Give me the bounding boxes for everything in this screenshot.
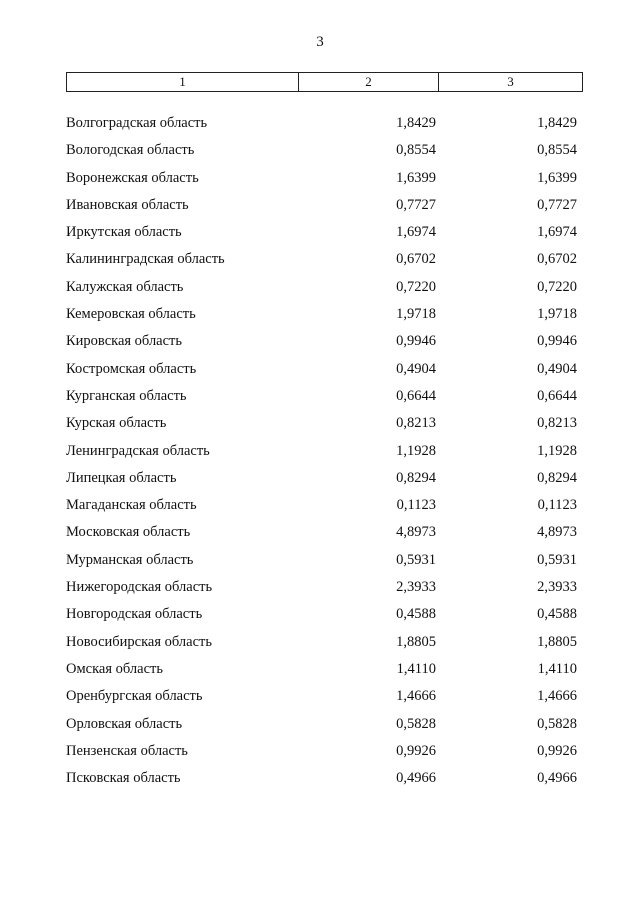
column-3-value: 1,8429: [537, 115, 577, 131]
column-2-value: 0,5931: [396, 551, 436, 568]
table-row: [0, 716, 640, 743]
column-3-value: 1,8805: [537, 633, 577, 650]
table-row: [0, 197, 640, 224]
column-2-value: 1,8805: [396, 633, 436, 650]
region-name: Нижегородская область: [66, 579, 213, 596]
column-header-3: 3: [507, 74, 514, 89]
column-header-1: 1: [67, 73, 299, 91]
table-row: [0, 170, 640, 197]
region-name: Курская область: [66, 415, 167, 432]
column-3-value: 1,1928: [537, 442, 577, 459]
column-3-value: 0,6644: [537, 387, 577, 404]
region-name: Волгоградская область: [66, 115, 208, 131]
table-row: [0, 606, 640, 633]
column-2-value: 0,6702: [396, 251, 436, 268]
column-2-value: 0,4588: [396, 606, 436, 623]
region-name: Ивановская область: [66, 196, 189, 213]
region-name: Ленинградская область: [66, 442, 210, 459]
column-3-value: 1,6974: [537, 224, 577, 241]
table-row: [0, 497, 640, 524]
column-3-value: 0,6702: [537, 251, 577, 268]
table-body: [0, 115, 640, 797]
column-2-value: 2,3933: [396, 579, 436, 596]
region-name: Оренбургская область: [66, 688, 203, 705]
table-row: [0, 470, 640, 497]
column-3-value: 0,4904: [537, 360, 577, 377]
column-2-value: 0,4904: [396, 360, 436, 377]
region-name: Курганская область: [66, 387, 187, 404]
region-name: Костромская область: [66, 360, 197, 377]
table-row: [0, 279, 640, 306]
region-name: Кировская область: [66, 333, 183, 350]
column-2-value: 1,1928: [396, 442, 436, 459]
region-name: Кемеровская область: [66, 306, 196, 323]
column-2-value: 0,9946: [396, 333, 436, 350]
column-3-value: 0,5828: [537, 715, 577, 732]
column-2-value: 1,6399: [396, 169, 436, 186]
region-name: Калужская область: [66, 278, 184, 295]
region-name: Магаданская область: [66, 497, 197, 514]
region-name: Мурманская область: [66, 551, 194, 568]
table-row: [0, 579, 640, 606]
column-2-value: 0,8294: [396, 469, 436, 486]
column-3-value: 2,3933: [537, 579, 577, 596]
column-3-value: 1,4666: [537, 688, 577, 705]
table-row: [0, 361, 640, 388]
region-name: Новгородская область: [66, 606, 203, 623]
column-2-value: 0,4966: [396, 770, 436, 787]
table-row: [0, 634, 640, 661]
table-row: [0, 251, 640, 278]
region-name: Калининградская область: [66, 251, 225, 268]
column-2-value: 0,8213: [396, 415, 436, 432]
table-header: [66, 72, 583, 92]
table-row: [0, 443, 640, 470]
column-2-value: 0,6644: [396, 387, 436, 404]
column-3-value: 0,8213: [537, 415, 577, 432]
table-row: [0, 524, 640, 551]
region-name: Омская область: [66, 660, 163, 677]
column-3-value: 0,9946: [537, 333, 577, 350]
column-3-value: 1,4110: [537, 660, 577, 677]
column-2-value: 1,8429: [396, 115, 436, 131]
table-row: [0, 415, 640, 442]
table-row: [0, 552, 640, 579]
table-row: [0, 142, 640, 169]
column-header-2: 2: [299, 73, 439, 91]
region-name: Вологодская область: [66, 142, 195, 159]
column-3-value: 0,1123: [537, 497, 577, 514]
column-2-value: 4,8973: [396, 524, 436, 541]
column-3-value: 0,7220: [537, 278, 577, 295]
table-row: [0, 688, 640, 715]
region-name: Орловская область: [66, 715, 183, 732]
table-row: [0, 743, 640, 770]
column-3-value: 0,5931: [537, 551, 577, 568]
column-2-value: 1,4110: [396, 660, 436, 677]
region-name: Воронежская область: [66, 169, 199, 186]
region-name: Пензенская область: [66, 742, 188, 759]
column-3-value: 4,8973: [537, 524, 577, 541]
table-row: [0, 306, 640, 333]
region-name: Московская область: [66, 524, 191, 541]
column-2-value: 0,1123: [396, 497, 436, 514]
column-2-value: 1,4666: [396, 688, 436, 705]
column-2-value: 0,7727: [396, 196, 436, 213]
table-row: [0, 333, 640, 360]
table-row: [0, 224, 640, 251]
column-3-value: 0,8294: [537, 469, 577, 486]
column-3-value: 0,7727: [537, 196, 577, 213]
column-2-value: 0,8554: [396, 142, 436, 159]
column-3-value: 0,4966: [537, 770, 577, 787]
column-3-value: 0,4588: [537, 606, 577, 623]
column-3-value: 1,9718: [537, 306, 577, 323]
region-name: Новосибирская область: [66, 633, 212, 650]
page-number: 3: [316, 34, 324, 50]
table-row: [0, 115, 640, 142]
column-3-value: 0,8554: [537, 142, 577, 159]
region-name: Липецкая область: [66, 469, 177, 486]
table-row: [0, 770, 640, 797]
region-name: Иркутская область: [66, 224, 182, 241]
column-2-value: 0,7220: [396, 278, 436, 295]
column-2-value: 1,6974: [396, 224, 436, 241]
table-row: [0, 388, 640, 415]
column-2-value: 0,9926: [396, 742, 436, 759]
region-name: Псковская область: [66, 770, 181, 787]
table-row: [0, 661, 640, 688]
column-3-value: 1,6399: [537, 169, 577, 186]
column-2-value: 1,9718: [396, 306, 436, 323]
column-2-value: 0,5828: [396, 715, 436, 732]
column-3-value: 0,9926: [537, 742, 577, 759]
